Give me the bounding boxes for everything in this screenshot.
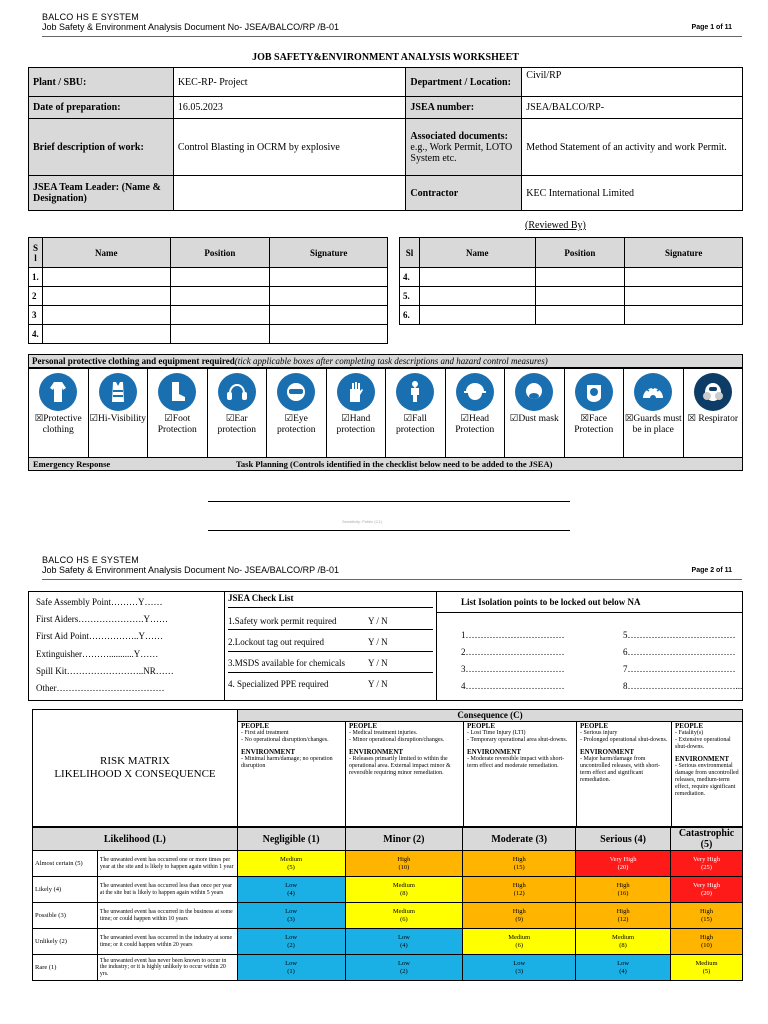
position-header: Position xyxy=(535,238,625,268)
hard-hat-icon xyxy=(456,373,494,411)
risk-cell xyxy=(237,903,345,929)
people-heading: PEOPLE xyxy=(580,722,609,730)
assembly-list xyxy=(29,592,225,700)
risk-cell xyxy=(237,877,345,903)
consequence-description xyxy=(672,722,742,826)
divider xyxy=(228,672,433,673)
divider xyxy=(437,612,742,613)
risk-cell xyxy=(463,851,576,877)
names-table-right xyxy=(399,237,743,325)
ppe-item[interactable] xyxy=(446,369,506,457)
risk-matrix-title-line1: RISK MATRIX xyxy=(100,755,170,767)
people-text: - Medical treatment injuries. - Minor operational disruption/changes. xyxy=(349,730,445,743)
ppe-label: ☑Head Protection xyxy=(455,414,495,435)
risk-level: High xyxy=(616,908,630,915)
risk-level: High xyxy=(397,856,411,863)
risk-level: Very High xyxy=(693,856,720,863)
ppe-item[interactable] xyxy=(267,369,327,457)
isolation-item[interactable]: 1…………………………… xyxy=(461,630,565,640)
risk-score: (1) xyxy=(287,967,295,975)
row-number: 4. xyxy=(29,325,43,344)
environment-text: - Moderate reversible impact with short-term effect and moderate remediation. xyxy=(467,756,565,769)
department-value: Civil/RP xyxy=(522,68,743,97)
risk-cell xyxy=(463,877,576,903)
checklist-item: 3.MSDS available for chemicals xyxy=(228,658,345,668)
divider xyxy=(228,629,433,630)
people-text: - Serious injury - Prolonged operational shut-downs. xyxy=(580,730,668,743)
risk-score: (5) xyxy=(702,967,711,975)
signature-line xyxy=(208,530,570,531)
date-value: 16.05.2023 xyxy=(173,97,406,119)
risk-score: (20) xyxy=(617,863,629,871)
risk-cell xyxy=(463,955,576,981)
risk-score: (9) xyxy=(515,915,524,923)
risk-matrix-header xyxy=(32,709,743,827)
ppe-label: ☑Hand protection xyxy=(336,414,375,435)
contractor-value: KEC International Limited xyxy=(522,176,743,211)
isolation-item[interactable]: 3…………………………… xyxy=(461,664,565,674)
risk-score: (6) xyxy=(515,941,524,949)
row-number: 6. xyxy=(400,306,420,325)
jsea-number-label: JSEA number: xyxy=(406,97,522,119)
risk-level: Medium xyxy=(695,960,718,967)
checklist-item: 1.Safety work permit required xyxy=(228,616,337,626)
risk-score: (4) xyxy=(400,941,408,949)
consequence-column: Moderate (3) xyxy=(463,828,576,851)
associated-documents-value: Method Statement of an activity and work Permit. xyxy=(522,119,743,176)
ppe-label: ☑Foot Protection xyxy=(157,414,197,435)
checklist-yn[interactable]: Y / N xyxy=(368,679,388,689)
row-number: 3 xyxy=(29,306,43,325)
risk-score: (3) xyxy=(515,967,524,975)
table-row xyxy=(33,877,743,903)
isolation-item[interactable]: 6……………………………… xyxy=(623,647,736,657)
risk-cell xyxy=(671,955,743,981)
risk-cell xyxy=(576,929,671,955)
risk-level: Low xyxy=(617,960,630,967)
risk-level: Medium xyxy=(392,882,415,889)
list-item: First Aid Point……………..Y…… xyxy=(36,631,164,641)
face-shield-icon xyxy=(575,373,613,411)
risk-score: (2) xyxy=(400,967,408,975)
protective-clothing-icon xyxy=(39,373,77,411)
people-text: - Fatality(s) - Extensive operational shut-downs. xyxy=(675,730,731,750)
risk-level: High xyxy=(512,882,526,889)
checklist-section xyxy=(28,591,743,701)
reviewed-by: (Reviewed By) xyxy=(525,220,586,231)
ear-muffs-icon xyxy=(218,373,256,411)
brief-description-value: Control Blasting in OCRM by explosive xyxy=(173,119,406,176)
sensitivity-note: Sensitivity: Public (C1) xyxy=(342,519,383,524)
department-label: Department / Location: xyxy=(406,68,522,97)
risk-cell xyxy=(576,903,671,929)
environment-heading: ENVIRONMENT xyxy=(349,748,404,756)
risk-matrix-table xyxy=(32,827,743,981)
environment-heading: ENVIRONMENT xyxy=(467,748,522,756)
risk-score: (16) xyxy=(617,889,629,897)
risk-score: (5) xyxy=(287,863,295,871)
ppe-heading xyxy=(28,354,743,368)
ppe-label: ☑Hi-Visibility xyxy=(89,414,146,424)
worksheet-title: JOB SAFETY&ENVIRONMENT ANALYSIS WORKSHEET xyxy=(252,52,519,63)
ppe-label: ☒Protective clothing xyxy=(34,414,82,435)
risk-level: High xyxy=(512,908,526,915)
risk-level: Low xyxy=(285,934,298,941)
signature-header: Signature xyxy=(625,238,743,268)
likelihood-description: The unwanted event has occurred one or more times per year at the site and is likely to happen again within 1 year xyxy=(97,851,237,877)
date-label: Date of preparation: xyxy=(29,97,174,119)
environment-text: - Major harm/damage from uncontrolled releases, with short-term effect and significant remediation. xyxy=(580,756,660,783)
environment-heading: ENVIRONMENT xyxy=(675,755,730,763)
hi-visibility-vest-icon xyxy=(99,373,137,411)
row-number: 4. xyxy=(400,268,420,287)
likelihood-label: Likely (4) xyxy=(33,877,98,903)
risk-cell xyxy=(237,851,345,877)
isolation-item[interactable]: 7……………………………… xyxy=(623,664,736,674)
table-row xyxy=(29,287,388,306)
consequence-column: Minor (2) xyxy=(345,828,463,851)
risk-score: (8) xyxy=(400,889,408,897)
document-number: Job Safety & Environment Analysis Document No- JSEA/BALCO/RP /B-01 xyxy=(42,22,339,32)
risk-matrix-title-line2: LIKELIHOOD X CONSEQUENCE xyxy=(54,768,216,780)
risk-matrix-title xyxy=(33,710,238,826)
consequence-description xyxy=(577,722,672,826)
divider xyxy=(228,651,433,652)
checklist-yn[interactable]: Y / N xyxy=(368,637,388,647)
risk-level: Very High xyxy=(609,856,637,863)
risk-score: (4) xyxy=(619,967,627,975)
table-row xyxy=(33,929,743,955)
checklist-title: JSEA Check List xyxy=(228,593,294,603)
risk-score: (15) xyxy=(513,863,525,871)
emergency-response-label: Emergency Response xyxy=(33,459,111,469)
likelihood-description: The unwanted event has occurred in the business at some time; or could happen within 10 years xyxy=(97,903,237,929)
isolation-item[interactable]: 8………………………………... xyxy=(623,681,743,691)
people-heading: PEOPLE xyxy=(349,722,378,730)
likelihood-heading: Likelihood (L) xyxy=(33,828,238,851)
environment-text: - Minimal harm/damage; no operation disruption xyxy=(241,756,333,769)
consequence-description xyxy=(464,722,577,826)
risk-cell xyxy=(671,877,743,903)
jsea-number-value: JSEA/BALCO/RP- xyxy=(522,97,743,119)
machine-guard-icon xyxy=(634,373,672,411)
likelihood-description: The unwanted event has occurred less than once per year at the site but is likely to happen again within 5 years xyxy=(97,877,237,903)
likelihood-description: The unwanted event has never been known to occur in the industry; or it is highly unlikely to occur within 20 yrs. xyxy=(97,955,237,981)
isolation-item[interactable]: 5……………………………… xyxy=(623,630,736,640)
info-table xyxy=(28,67,743,211)
risk-level: High xyxy=(700,934,713,941)
risk-cell xyxy=(345,851,463,877)
risk-score: (4) xyxy=(287,889,295,897)
page-number: Page 1 of 11 xyxy=(691,24,732,31)
safety-boot-icon xyxy=(158,373,196,411)
table-row xyxy=(33,903,743,929)
likelihood-label: Unlikely (2) xyxy=(33,929,98,955)
brief-description-label: Brief description of work: xyxy=(29,119,174,176)
table-row xyxy=(33,851,743,877)
ppe-item[interactable] xyxy=(565,369,625,457)
risk-level: Low xyxy=(285,908,298,915)
ppe-heading-bold: Personal protective clothing and equipment required xyxy=(32,356,235,366)
risk-cell xyxy=(345,903,463,929)
list-item: First Aiders………………….Y…… xyxy=(36,614,169,624)
risk-level: Medium xyxy=(392,908,415,915)
risk-cell xyxy=(576,851,671,877)
consequence-description xyxy=(238,722,346,826)
risk-level: Low xyxy=(285,960,298,967)
risk-level: Low xyxy=(397,934,410,941)
environment-heading: ENVIRONMENT xyxy=(580,748,635,756)
associated-documents-example: e.g., Work Permit, LOTO System etc. xyxy=(410,141,513,164)
names-table-left xyxy=(28,237,388,344)
plant-label: Plant / SBU: xyxy=(29,68,174,97)
risk-score: (10) xyxy=(398,863,410,871)
table-row xyxy=(33,955,743,981)
position-header: Position xyxy=(170,238,270,268)
risk-level: High xyxy=(512,856,526,863)
risk-score: (12) xyxy=(617,915,629,923)
ppe-item[interactable] xyxy=(624,369,684,457)
dust-mask-icon xyxy=(515,373,553,411)
team-leader-label: JSEA Team Leader: (Name & Designation) xyxy=(29,176,174,211)
checklist-item: 4. Specialized PPE required xyxy=(228,679,329,689)
ppe-label: ☒Face Protection xyxy=(574,414,614,435)
risk-cell xyxy=(345,929,463,955)
sl-header: S l xyxy=(29,238,43,268)
name-header: Name xyxy=(42,238,170,268)
isolation-item[interactable]: 2…………………………… xyxy=(461,647,565,657)
checklist-yn[interactable]: Y / N xyxy=(368,658,388,668)
risk-score: (10) xyxy=(701,941,712,949)
consequence-description xyxy=(346,722,464,826)
environment-text: - Releases primarily limited to within the operational area. External impact minor & reversible requiring minor remediation. xyxy=(349,756,451,776)
people-heading: PEOPLE xyxy=(467,722,496,730)
isolation-item[interactable]: 4…………………………… xyxy=(461,681,565,691)
isolation-points xyxy=(437,592,742,700)
ppe-item[interactable] xyxy=(505,369,565,457)
risk-score: (25) xyxy=(701,863,712,871)
risk-level: High xyxy=(616,882,630,889)
risk-score: (12) xyxy=(513,889,525,897)
ppe-item[interactable] xyxy=(327,369,387,457)
ppe-label: ☑Fall protection xyxy=(395,414,435,435)
checklist-yn[interactable]: Y / N xyxy=(368,616,388,626)
emergency-task-bar xyxy=(28,457,743,471)
signature-header: Signature xyxy=(270,238,388,268)
list-item: Extinguisher………...........Y…… xyxy=(36,649,159,659)
jsea-checklist xyxy=(225,592,437,700)
risk-cell xyxy=(671,903,743,929)
risk-score: (6) xyxy=(400,915,408,923)
ppe-item[interactable] xyxy=(148,369,208,457)
ppe-item[interactable] xyxy=(386,369,446,457)
plant-value: KEC-RP- Project xyxy=(173,68,406,97)
consequence-column: Catastrophic (5) xyxy=(671,828,743,851)
list-item: Other……………………………… xyxy=(36,683,165,693)
divider xyxy=(228,607,433,608)
safety-goggles-icon xyxy=(277,373,315,411)
people-text: - First aid treatment - No operational disruption/changes. xyxy=(241,730,329,743)
environment-heading: ENVIRONMENT xyxy=(241,748,296,756)
risk-cell xyxy=(576,877,671,903)
people-text: - Lost Time Injury (LTI) - Temporary operational area shut-downs. xyxy=(467,730,568,743)
associated-documents-label: Associated documents: xyxy=(410,130,508,142)
ppe-label: ☑Eye protection xyxy=(276,414,316,435)
sl-header: Sl xyxy=(400,238,420,268)
risk-cell xyxy=(345,955,463,981)
risk-score: (8) xyxy=(619,941,627,949)
table-row xyxy=(400,306,743,325)
risk-level: High xyxy=(700,908,713,915)
consequence-heading: Consequence (C) xyxy=(238,710,742,722)
risk-cell xyxy=(463,929,576,955)
risk-cell xyxy=(237,929,345,955)
risk-cell xyxy=(345,877,463,903)
ppe-heading-note: (tick applicable boxes after completing task descriptions and hazard control measures) xyxy=(234,356,548,366)
ppe-item[interactable] xyxy=(208,369,268,457)
ppe-item[interactable] xyxy=(29,369,89,457)
ppe-label: ☒Guards must be in place xyxy=(624,414,682,435)
page1-header xyxy=(42,12,732,32)
system-name: BALCO HS E SYSTEM xyxy=(42,12,139,22)
risk-matrix-rows xyxy=(33,851,743,981)
team-leader-value xyxy=(173,176,406,211)
environment-text: - Serious environmental damage from uncontrolled releases, medium-term effect, require significant remediation. xyxy=(675,763,739,797)
risk-level: Medium xyxy=(280,856,303,863)
safety-gloves-icon xyxy=(337,373,375,411)
consequence-column: Negligible (1) xyxy=(237,828,345,851)
associated-documents xyxy=(406,119,522,176)
document-number: Job Safety & Environment Analysis Document No- JSEA/BALCO/RP /B-01 xyxy=(42,565,339,575)
risk-level: Low xyxy=(397,960,410,967)
risk-level: Low xyxy=(285,882,298,889)
list-item: Spill Kit……………………..NR…… xyxy=(36,666,174,676)
contractor-label: Contractor xyxy=(406,176,522,211)
people-heading: PEOPLE xyxy=(241,722,270,730)
ppe-label: ☒ Respirator xyxy=(687,414,738,424)
risk-cell xyxy=(671,851,743,877)
table-row xyxy=(29,268,388,287)
ppe-label: ☑Ear protection xyxy=(217,414,256,435)
risk-level: Medium xyxy=(612,934,635,941)
likelihood-label: Rare (1) xyxy=(33,955,98,981)
checklist-item: 2.Lockout tag out required xyxy=(228,637,324,647)
risk-level: Very High xyxy=(693,882,720,889)
likelihood-label: Possible (3) xyxy=(33,903,98,929)
table-row xyxy=(400,287,743,306)
risk-score: (15) xyxy=(701,915,712,923)
header-rule xyxy=(42,36,742,37)
ppe-item[interactable] xyxy=(684,369,743,457)
task-planning-label: Task Planning (Controls identified in the checklist below need to be added to the JSEA) xyxy=(236,459,553,469)
likelihood-label: Almost certain (5) xyxy=(33,851,98,877)
risk-score: (20) xyxy=(701,889,712,897)
page2-header xyxy=(42,555,732,575)
row-number: 1. xyxy=(29,268,43,287)
risk-score: (2) xyxy=(287,941,295,949)
people-heading: PEOPLE xyxy=(675,722,704,730)
risk-cell xyxy=(576,955,671,981)
safety-harness-icon xyxy=(396,373,434,411)
table-row xyxy=(29,306,388,325)
ppe-row xyxy=(28,368,743,458)
likelihood-description: The unwanted event has occurred in the industry at some time; or it could happen within 20 years xyxy=(97,929,237,955)
name-header: Name xyxy=(419,238,535,268)
row-number: 2 xyxy=(29,287,43,306)
signature-line xyxy=(208,501,570,502)
risk-cell xyxy=(463,903,576,929)
table-row xyxy=(400,268,743,287)
table-row xyxy=(29,325,388,344)
risk-cell xyxy=(671,929,743,955)
ppe-label: ☑Dust mask xyxy=(509,414,559,424)
ppe-item[interactable] xyxy=(89,369,149,457)
risk-level: Low xyxy=(513,960,526,967)
isolation-title: List Isolation points to be locked out below NA xyxy=(461,597,641,607)
page-number: Page 2 of 11 xyxy=(691,567,732,574)
risk-score: (3) xyxy=(287,915,295,923)
list-item: Safe Assembly Point………Y…… xyxy=(36,597,163,607)
system-name: BALCO HS E SYSTEM xyxy=(42,555,139,565)
risk-cell xyxy=(237,955,345,981)
respirator-icon xyxy=(694,373,732,411)
header-rule xyxy=(42,579,742,580)
row-number: 5. xyxy=(400,287,420,306)
risk-level: Medium xyxy=(508,934,531,941)
consequence-column: Serious (4) xyxy=(576,828,671,851)
